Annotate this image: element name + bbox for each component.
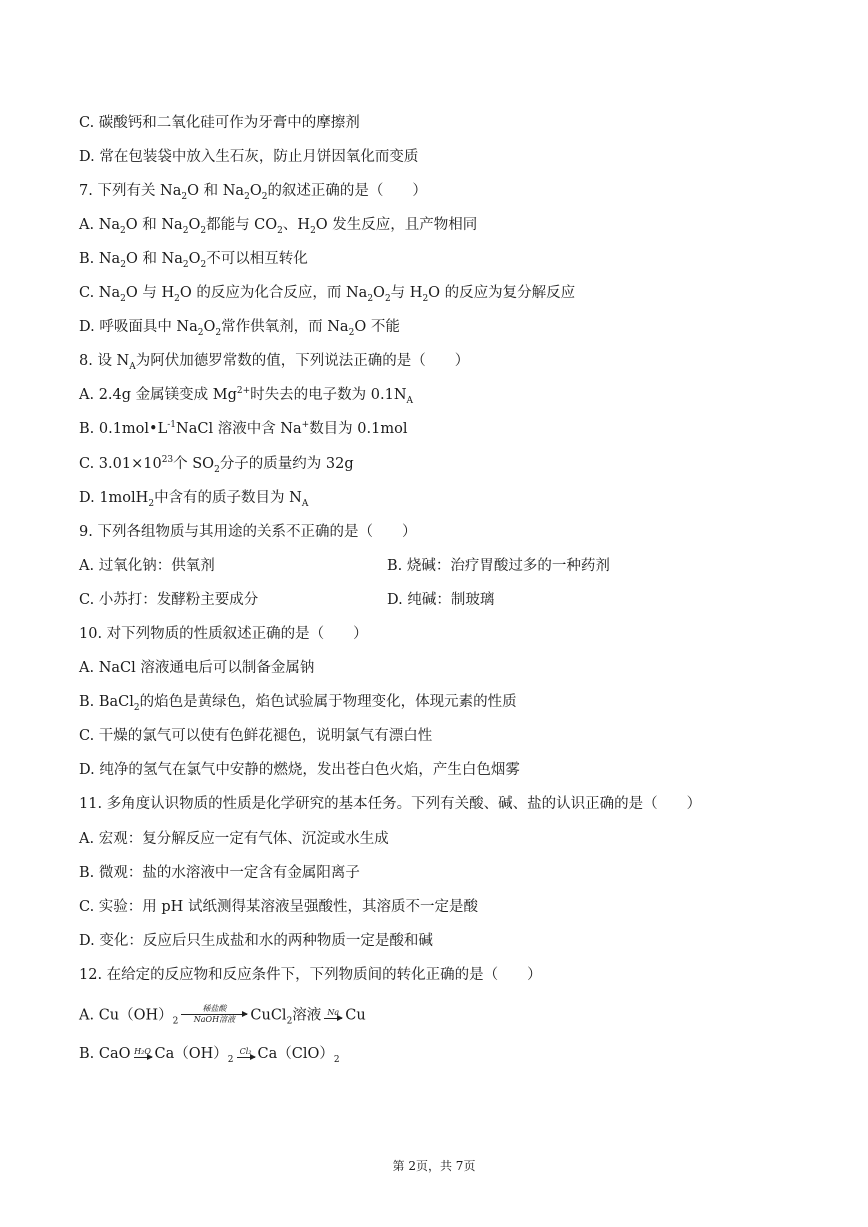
question-9-option-c: C. 小苏打：发酵粉主要成分 — [79, 592, 259, 608]
question-11-option-c: C. 实验：用 pH 试纸测得某溶液呈强酸性，其溶质不一定是酸 — [79, 899, 478, 915]
question-8-option-b: B. $0.1mol•L^{-1}NaCl$ 溶液中含 Na+数目为 0.1mol — [79, 420, 408, 437]
question-12-option-a: A. $Cu(OH)_2$ 稀盐酸 NaOH溶液 CuCl$_2$溶液 Na Cu — [79, 1004, 366, 1027]
question-11: 11. 多角度认识物质的性质是化学研究的基本任务。下列有关酸、碱、盐的认识正确的是（ ） — [79, 796, 702, 812]
question-11-option-d: D. 变化：反应后只生成盐和水的两种物质一定是酸和碱 — [79, 933, 433, 949]
question-8-option-a: A. 2.4g 金属镁变成 $Mg^{2+}$时失去的电子数为 $0.1N_A$ — [79, 386, 414, 406]
question-10-option-d: D. 纯净的氢气在氯气中安静的燃烧，发出苍白色火焰，产生白色烟雾 — [79, 762, 520, 778]
question-11-option-a: A. 宏观：复分解反应一定有气体、沉淀或水生成 — [79, 831, 389, 847]
reaction-arrow-icon: Cl₂ — [237, 1047, 255, 1058]
question-7-option-c: C. $Na_2O$ 与 $H_2O$ 的反应为化合反应，而 $Na_2O_2$与 $H_2O$ 的反应为复分解反应 — [79, 285, 576, 304]
question-10-option-b: B. BaCl$_2$的焰色是黄绿色，焰色试验属于物理变化，体现元素的性质 — [79, 694, 517, 713]
reaction-arrow-icon: Na — [324, 1008, 342, 1019]
reaction-arrow-icon: 稀盐酸 NaOH溶液 — [181, 1004, 247, 1025]
question-7: 7. 下列有关 $Na_2O$ 和 $Na_2O_2$的叙述正确的是（ ） — [79, 183, 427, 202]
question-11-option-b: B. 微观：盐的水溶液中一定含有金属阳离子 — [79, 865, 360, 881]
question-9-option-a: A. 过氧化钠：供氧剂 — [79, 558, 215, 574]
reaction-arrow-icon: H₂O — [134, 1046, 151, 1056]
question-8: 8. 设 $N_A$为阿伏加德罗常数的值，下列说法正确的是（ ） — [79, 353, 470, 372]
question-8-option-c: C. $3.01\times 10^{23}$个 $SO_2$分子的质量约为 32g — [79, 455, 354, 475]
option-7-context-c: C. 碳酸钙和二氧化硅可作为牙膏中的摩擦剂 — [79, 115, 360, 131]
question-7-option-b: B. $Na_2O$ 和 $Na_2O_2$不可以相互转化 — [79, 251, 308, 270]
question-9-option-d: D. 纯碱：制玻璃 — [387, 592, 495, 608]
question-10-option-c: C. 干燥的氯气可以使有色鲜花褪色，说明氯气有漂白性 — [79, 728, 433, 744]
question-7-option-d: D. 呼吸面具中 $Na_2O_2$常作供氧剂，而 $Na_2O$ 不能 — [79, 319, 400, 338]
question-10: 10. 对下列物质的性质叙述正确的是（ ） — [79, 626, 368, 642]
question-12: 12. 在给定的反应物和反应条件下，下列物质间的转化正确的是（ ） — [79, 967, 542, 983]
question-7-option-a: A. $Na_2O$ 和 $Na_2O_2$都能与 $CO_2$、$H_2O$ 发生反应，且产物相同 — [79, 217, 478, 236]
question-9-option-b: B. 烧碱：治疗胃酸过多的一种药剂 — [387, 558, 610, 574]
question-9: 9. 下列各组物质与其用途的关系不正确的是（ ） — [79, 524, 417, 540]
option-7-context-d: D. 常在包装袋中放入生石灰，防止月饼因氧化而变质 — [79, 149, 419, 165]
question-8-option-d: D. 1molH$_2$中含有的质子数目为 $N_A$ — [79, 490, 309, 509]
question-10-option-a: A. NaCl 溶液通电后可以制备金属钠 — [79, 660, 315, 676]
page-footer: 第 2页，共 7页 — [392, 1159, 476, 1173]
question-12-option-b: B. CaO H₂O $Ca(OH)_2$ Cl₂ $Ca(ClO)_2$ — [79, 1046, 340, 1065]
